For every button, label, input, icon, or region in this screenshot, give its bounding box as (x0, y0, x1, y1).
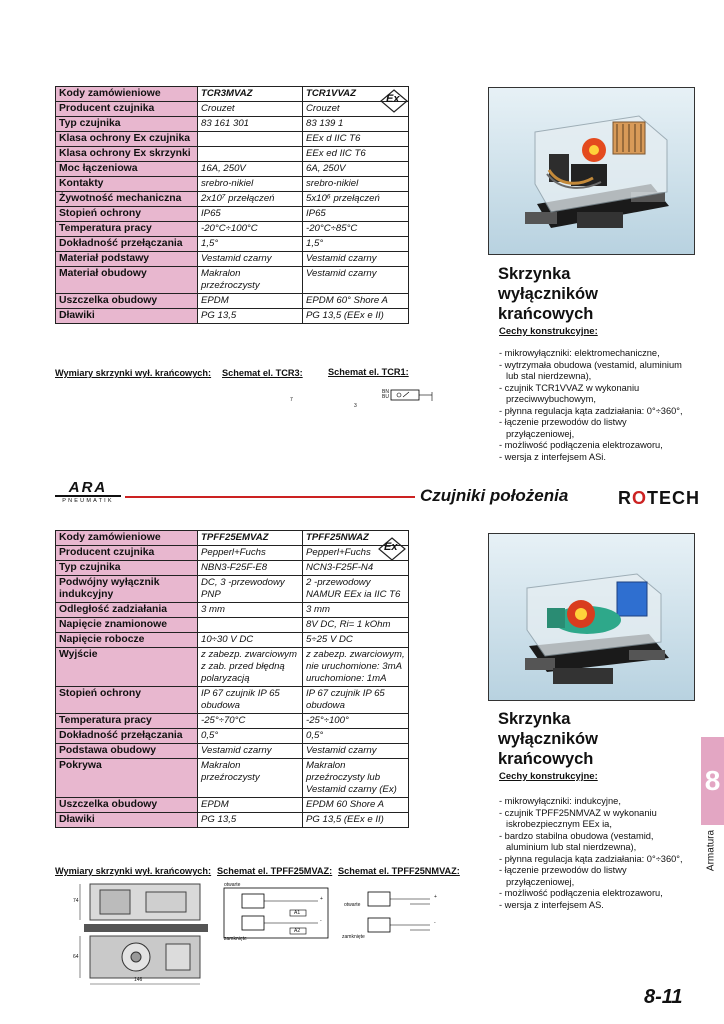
table-header-row (56, 87, 409, 102)
value-cell: 5x10⁶ przełączeń (303, 192, 409, 207)
value-cell: -20°C÷85°C (303, 222, 409, 237)
dim-64: 64 (73, 954, 79, 960)
value-cell: z zabezp. zwarciowym, nie uruchomione: 3mA uruchomione: 1mA (303, 648, 409, 687)
table-row (56, 633, 409, 648)
value-cell: Vestamid czarny (198, 744, 303, 759)
table-row (56, 576, 409, 603)
ex-mark-bottom: Ex (378, 537, 406, 566)
value-cell: 1,5° (303, 237, 409, 252)
value-cell: 3 mm (303, 603, 409, 618)
value-cell: EEx ed IIC T6 (303, 147, 409, 162)
value-cell: -25°÷100° (303, 714, 409, 729)
value-cell: Makralon przeźroczysty (198, 267, 303, 294)
row-label: Dławiki (56, 309, 198, 324)
section-title: Czujniki położenia (420, 486, 569, 505)
top-schema2-caption: Schemat el. TCR1: (328, 367, 409, 377)
row-label: Temperatura pracy (56, 714, 198, 729)
feature-item: - wytrzymała obudowa (vestamid, aluminium lub stal nierdzewna), (499, 359, 682, 381)
feature-item: - płynna regulacja kąta zadziałania: 0°÷360°, (499, 853, 683, 864)
table-row (56, 744, 409, 759)
dimension-drawing (73, 880, 216, 990)
row-label: Podwójny wyłącznik indukcyjny (56, 576, 198, 603)
value-cell: EPDM 60 Shore A (303, 798, 409, 813)
value-cell: Makralon przeźroczysty (198, 759, 303, 798)
table-header-row (56, 531, 409, 546)
table-row (56, 222, 409, 237)
value-cell: IP65 (198, 207, 303, 222)
value-cell: 5÷25 V DC (303, 633, 409, 648)
table-row (56, 132, 409, 147)
chapter-tab (701, 737, 724, 885)
bottom-schema1-caption: Schemat el. TPFF25MVAZ: (217, 866, 333, 876)
row-label: Klasa ochrony Ex skrzynki (56, 147, 198, 162)
feature-item: - łączenie przewodów do listwy przyłączeniowej, (499, 865, 627, 887)
value-cell: TCR3MVAZ (198, 87, 303, 102)
product-photo-bottom (488, 533, 695, 701)
table-row (56, 759, 409, 798)
feature-item: - wersja z interfejsem AS. (499, 899, 604, 910)
bottom-spec-table (55, 530, 409, 828)
value-cell: EPDM (198, 294, 303, 309)
row-label: Pokrywa (56, 759, 198, 798)
rotech-logo-text: ROTECH (618, 488, 701, 508)
table-row (56, 687, 409, 714)
table-row (56, 729, 409, 744)
feature-item: - czujnik TCR1VVAZ w wykonaniu przeciwwybuchowym, (499, 382, 640, 404)
row-label: Moc łączeniowa (56, 162, 198, 177)
features-list-bottom (499, 796, 694, 911)
table-row (56, 798, 409, 813)
top-dims-caption: Wymiary skrzynki wył. krańcowych: (55, 368, 212, 378)
value-cell: Pepperl+Fuchs (303, 546, 409, 561)
table-row (56, 813, 409, 828)
value-cell: TPFF25EMVAZ (198, 531, 303, 546)
value-cell (198, 618, 303, 633)
row-label: Kody zamówieniowe (56, 531, 198, 546)
feature-item: - mikrowyłączniki: indukcyjne, (499, 796, 621, 806)
table-row (56, 294, 409, 309)
value-cell: 3 mm (198, 603, 303, 618)
value-cell: IP65 (303, 207, 409, 222)
value-cell: 6A, 250V (303, 162, 409, 177)
value-cell: Vestamid czarny (303, 252, 409, 267)
value-cell: PG 13,5 (198, 813, 303, 828)
value-cell (198, 132, 303, 147)
table-row (56, 147, 409, 162)
rotech-logo (618, 488, 700, 509)
table-row (56, 252, 409, 267)
table-row (56, 267, 409, 294)
feature-item: - łączenie przewodów do listwy przyłączeniowej, (499, 417, 627, 439)
value-cell: Crouzet (303, 102, 409, 117)
value-cell: EPDM (198, 798, 303, 813)
row-label: Materiał obudowy (56, 267, 198, 294)
table-row (56, 714, 409, 729)
row-label: Uszczelka obudowy (56, 294, 198, 309)
row-label: Uszczelka obudowy (56, 798, 198, 813)
row-label: Dławiki (56, 813, 198, 828)
value-cell: 1,5° (198, 237, 303, 252)
value-cell: Crouzet (198, 102, 303, 117)
row-label: Temperatura pracy (56, 222, 198, 237)
dim-74: 74 (73, 898, 79, 904)
table-row (56, 177, 409, 192)
ara-pneumatik-logo: ARA PNEUMATIK (55, 481, 121, 505)
value-cell: NBN3-F25F-E8 (198, 561, 303, 576)
features-heading-bottom: Cechy konstrukcyjne: (499, 771, 598, 782)
table-row (56, 117, 409, 132)
value-cell (198, 147, 303, 162)
value-cell: EPDM 60° Shore A (303, 294, 409, 309)
table-row (56, 561, 409, 576)
row-label: Kody zamówieniowe (56, 87, 198, 102)
row-label: Typ czujnika (56, 117, 198, 132)
row-label: Dokładność przełączania (56, 237, 198, 252)
value-cell: Vestamid czarny (303, 744, 409, 759)
feature-item: - bardzo stabilna obudowa (vestamid, aluminium lub stal nierdzewna), (499, 830, 654, 852)
value-cell: srebro-nikiel (303, 177, 409, 192)
row-label: Napięcie robocze (56, 633, 198, 648)
row-label: Kontakty (56, 177, 198, 192)
row-label: Typ czujnika (56, 561, 198, 576)
value-cell: EEx d IIC T6 (303, 132, 409, 147)
row-label: Wyjście (56, 648, 198, 687)
product-title-top: Skrzynka wyłączników krańcowych (498, 265, 598, 323)
feature-item: - możliwość podłączenia elektrozaworu, (499, 888, 663, 898)
feature-item: - płynna regulacja kąta zadziałania: 0°÷360°, (499, 405, 683, 416)
table-row (56, 648, 409, 687)
value-cell: z zabezp. zwarciowym z zab. przed błędną polaryzacją (198, 648, 303, 687)
table-row (56, 309, 409, 324)
table-row (56, 546, 409, 561)
row-label: Odległość zadziałania (56, 603, 198, 618)
value-cell: -20°C÷100°C (198, 222, 303, 237)
value-cell: 83 139 1 (303, 117, 409, 132)
features-heading-top: Cechy konstrukcyjne: (499, 326, 598, 337)
table-row (56, 237, 409, 252)
top-schema1-caption: Schemat el. TCR3: (222, 368, 303, 378)
bottom-dims-caption: Wymiary skrzynki wył. krańcowych: (55, 866, 212, 876)
table-row (56, 162, 409, 177)
page-number: 8-11 (644, 986, 683, 1008)
value-cell: IP 67 czujnik IP 65 obudowa (198, 687, 303, 714)
row-label: Napięcie znamionowe (56, 618, 198, 633)
row-label: Dokładność przełączania (56, 729, 198, 744)
value-cell: 0,5° (198, 729, 303, 744)
table-row (56, 207, 409, 222)
features-list-top (499, 348, 694, 463)
row-label: Producent czujnika (56, 102, 198, 117)
value-cell: PG 13,5 (198, 309, 303, 324)
value-cell: TCR1VVAZ (303, 87, 409, 102)
value-cell: Vestamid czarny (303, 267, 409, 294)
feature-item: - wersja z interfejsem ASi. (499, 451, 606, 462)
value-cell: 16A, 250V (198, 162, 303, 177)
feature-item: - mikrowyłączniki: elektromechaniczne, (499, 348, 660, 358)
table-row (56, 192, 409, 207)
value-cell: srebro-nikiel (198, 177, 303, 192)
value-cell: 10÷30 V DC (198, 633, 303, 648)
feature-item: - możliwość podłączenia elektrozaworu, (499, 440, 663, 450)
table-row (56, 618, 409, 633)
value-cell: Pepperl+Fuchs (198, 546, 303, 561)
top-num-7: 7 (290, 397, 293, 403)
row-label: Materiał podstawy (56, 252, 198, 267)
row-label: Żywotność mechaniczna (56, 192, 198, 207)
row-label: Klasa ochrony Ex czujnika (56, 132, 198, 147)
product-photo-top (488, 87, 695, 255)
chapter-tab-label: Armatura (705, 829, 717, 872)
value-cell: 0,5° (303, 729, 409, 744)
value-cell: Makralon przeźroczysty lub Vestamid czarny (Ex) (303, 759, 409, 798)
section-divider-line (125, 496, 415, 498)
value-cell: 8V DC, Ri= 1 kOhm (303, 618, 409, 633)
row-label: Podstawa obudowy (56, 744, 198, 759)
value-cell: IP 67 czujnik IP 65 obudowa (303, 687, 409, 714)
bottom-schema2-caption: Schemat el. TPFF25NMVAZ: (338, 866, 460, 876)
value-cell: PG 13,5 (EEx e II) (303, 309, 409, 324)
value-cell: Vestamid czarny (198, 252, 303, 267)
value-cell: PG 13,5 (EEx e II) (303, 813, 409, 828)
dim-146: 146 (134, 977, 143, 983)
value-cell: TPFF25NWAZ (303, 531, 409, 546)
row-label: Stopień ochrony (56, 687, 198, 714)
value-cell: 83 161 301 (198, 117, 303, 132)
schematic-tpff25nmvaz: otwarte zamknięte + - (342, 894, 437, 940)
ex-mark-top: Ex (380, 89, 408, 118)
value-cell: 2x10⁷ przełączeń (198, 192, 303, 207)
table-row (56, 102, 409, 117)
feature-item: - czujnik TPFF25NMVAZ w wykonaniu iskrobezpiecznym EEx ia, (499, 807, 657, 829)
table-row (56, 603, 409, 618)
value-cell: DC, 3 -przewodowy PNP (198, 576, 303, 603)
value-cell: -25°÷70°C (198, 714, 303, 729)
value-cell: 2 -przewodowy NAMUR EEx ia IIC T6 (303, 576, 409, 603)
top-spec-table (55, 86, 409, 324)
product-title-bottom: Skrzynka wyłączników krańcowych (498, 710, 598, 768)
top-num-3: 3 (354, 403, 357, 409)
row-label: Producent czujnika (56, 546, 198, 561)
row-label: Stopień ochrony (56, 207, 198, 222)
chapter-tab-number: 8 (701, 737, 724, 825)
schematic-tpff25mvaz: otwarte zamknięte A1 A2 + - (222, 882, 332, 944)
value-cell: NCN3-F25F-N4 (303, 561, 409, 576)
